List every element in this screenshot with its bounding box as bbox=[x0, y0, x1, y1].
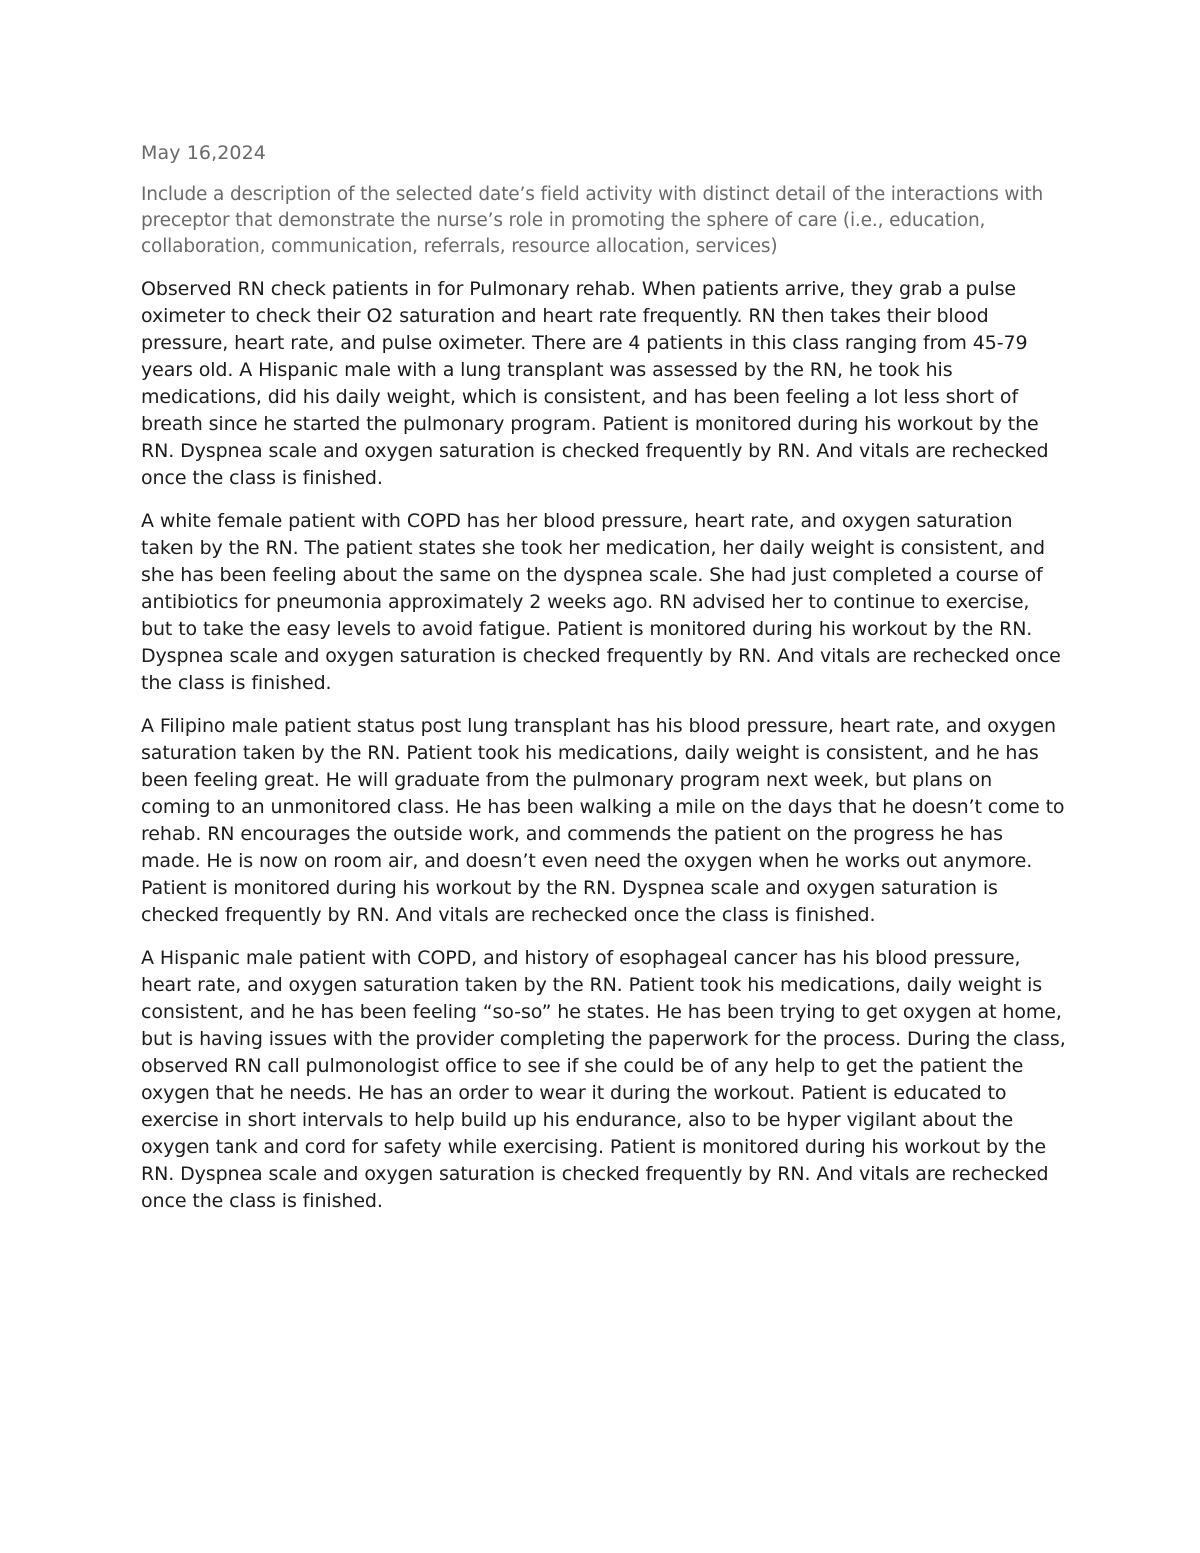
paragraph-intro-patient-1: Observed RN check patients in for Pulmonary rehab. When patients arrive, they grab a pulse oximeter to check their O2 saturation and heart rate frequently. RN then takes their blood pressure, heart rate, and pulse oximeter. There are 4 patients in this class ranging from 45-79 years old. A Hispanic male with a lung transplant was assessed by the RN, he took his medications, did his daily weight, which is consistent, and has been feeling a lot less short of breath since he started the pulmonary program. Patient is monitored during his workout by the RN. Dyspnea scale and oxygen saturation is checked frequently by RN. And vitals are rechecked once the class is finished. bbox=[141, 278, 1049, 489]
paragraph-patient-2: A white female patient with COPD has her blood pressure, heart rate, and oxygen saturation taken by the RN. The patient states she took her medication, her daily weight is consistent, and she has been feeling about the same on the dyspnea scale. She had just completed a course of antibiotics for pneumonia approximately 2 weeks ago. RN advised her to continue to exercise, but to take the easy levels to avoid fatigue. Patient is monitored during his workout by the RN. Dyspnea scale and oxygen saturation is checked frequently by RN. And vitals are rechecked once the class is finished. bbox=[141, 510, 1061, 694]
entry-date: May 16,2024 bbox=[141, 142, 266, 164]
document-body bbox=[141, 140, 1066, 1231]
paragraph-patient-3: A Filipino male patient status post lung transplant has his blood pressure, heart rate, and oxygen saturation taken by the RN. Patient took his medications, daily weight is consistent, and he has been feeling great. He will graduate from the pulmonary program next week, but plans on coming to an unmonitored class. He has been walking a mile on the days that he doesn’t come to rehab. RN encourages the outside work, and commends the patient on the progress he has made. He is now on room air, and doesn’t even need the oxygen when he works out anymore. Patient is monitored during his workout by the RN. Dyspnea scale and oxygen saturation is checked frequently by RN. And vitals are rechecked once the class is finished. bbox=[141, 715, 1065, 926]
assignment-prompt: Include a description of the selected date’s field activity with distinct detail of the interactions with preceptor that demonstrate the nurse’s role in promoting the sphere of care (i.e., education, collaboration, communication, referrals, resource allocation, services) bbox=[141, 184, 1044, 257]
paragraph-patient-4: A Hispanic male patient with COPD, and history of esophageal cancer has his blood pressure, heart rate, and oxygen saturation taken by the RN. Patient took his medications, daily weight is consistent, and he has been feeling “so-so” he states. He has been trying to get oxygen at home, but is having issues with the provider completing the paperwork for the process. During the class, observed RN call pulmonologist office to see if she could be of any help to get the patient the oxygen that he needs. He has an order to wear it during the workout. Patient is educated to exercise in short intervals to help build up his endurance, also to be hyper vigilant about the oxygen tank and cord for safety while exercising. Patient is monitored during his workout by the RN. Dyspnea scale and oxygen saturation is checked frequently by RN. And vitals are rechecked once the class is finished. bbox=[141, 947, 1066, 1212]
